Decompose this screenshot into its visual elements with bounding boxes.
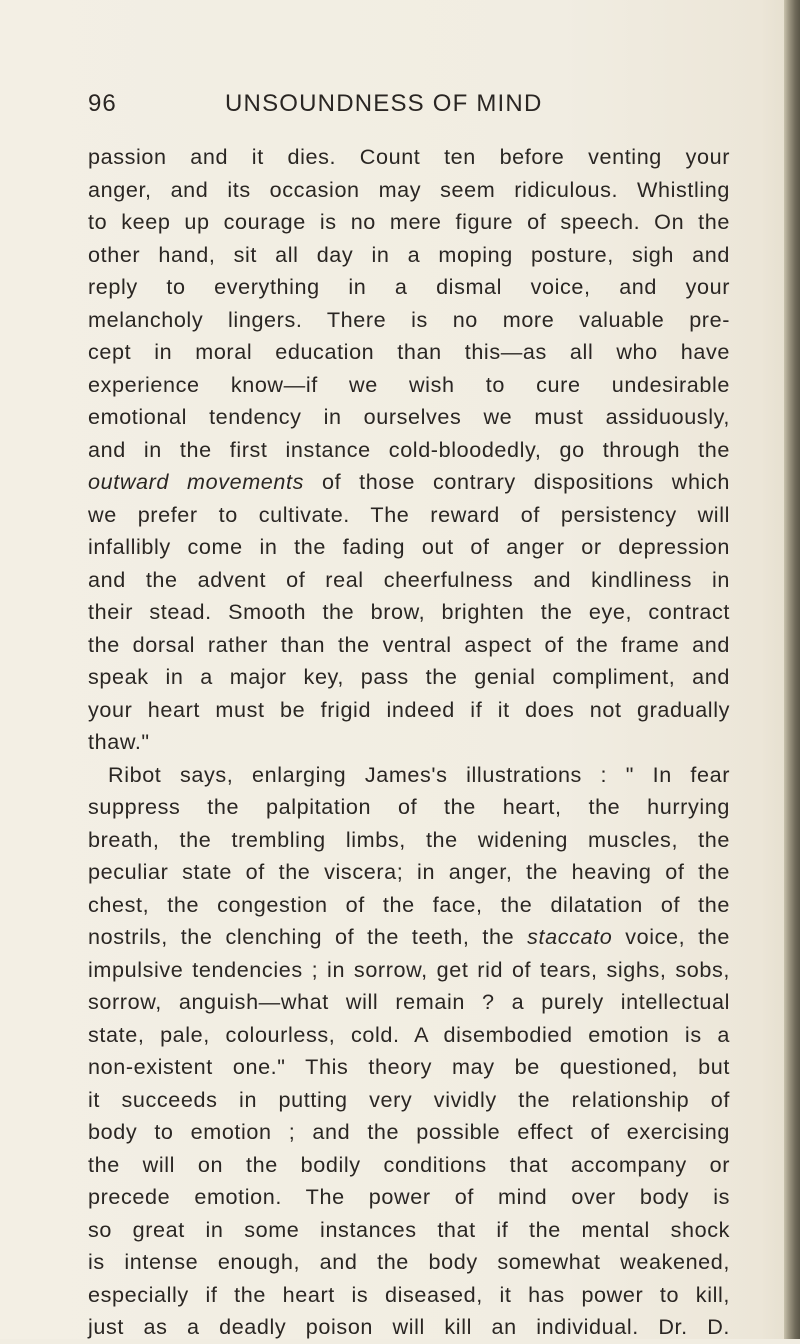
text-line: the dorsal rather than the ventral aspect of the frame and	[88, 631, 730, 657]
text-line: impulsive tendencies ; in sorrow, get rid of tears, sighs, sobs,	[88, 956, 730, 982]
italic-phrase: staccato	[527, 924, 613, 949]
text-line: peculiar state of the viscera; in anger, the heaving of the	[88, 859, 730, 884]
page-number: 96	[88, 90, 117, 117]
text-line: infallibly come in the fading out of anger or depression	[88, 534, 730, 559]
text-line: and the advent of real cheerfulness and kindliness in	[88, 566, 730, 592]
text-line: state, pale, colourless, cold. A disembodied emotion is a	[88, 1021, 730, 1047]
text-line: is intense enough, and the body somewhat weakened,	[88, 1249, 730, 1274]
text-line: thaw."	[88, 729, 150, 754]
text-line: suppress the palpitation of the heart, the hurrying	[88, 794, 730, 819]
text-line: so great in some instances that if the mental shock	[88, 1216, 730, 1242]
text-line: their stead. Smooth the brow, brighten the eye, contract	[88, 599, 730, 624]
italic-phrase: outward movements	[88, 469, 305, 494]
text-fragment: of those contrary dispositions which	[304, 469, 730, 494]
text-line: other hand, sit all day in a moping posture, sigh and	[88, 241, 730, 267]
text-line: your heart must be frigid indeed if it does not gradually	[88, 696, 730, 722]
text-fragment: voice, the	[612, 924, 730, 949]
text-line: especially if the heart is diseased, it has power to kill,	[88, 1281, 730, 1307]
text-line	[88, 921, 730, 954]
text-line: non-existent one." This theory may be questioned, but	[88, 1054, 730, 1079]
text-line: melancholy lingers. There is no more valuable pre-	[88, 306, 730, 332]
text-line: to keep up courage is no mere figure of speech. On the	[88, 209, 730, 234]
text-line: anger, and its occasion may seem ridiculous. Whistling	[88, 176, 730, 202]
text-line: we prefer to cultivate. The reward of persistency will	[88, 501, 730, 527]
text-line: precede emotion. The power of mind over body is	[88, 1184, 730, 1209]
text-line: and in the first instance cold-bloodedly, go through the	[88, 436, 730, 462]
page-header	[88, 90, 728, 120]
page-edge-shadow	[784, 0, 800, 1339]
text-line: chest, the congestion of the face, the dilatation of the	[88, 891, 730, 917]
text-line: reply to everything in a dismal voice, and your	[88, 274, 730, 299]
text-line: the will on the bodily conditions that accompany or	[88, 1151, 730, 1177]
text-line: emotional tendency in ourselves we must assiduously,	[88, 404, 730, 429]
running-title: UNSOUNDNESS OF MIND	[225, 90, 543, 117]
text-line: Ribot says, enlarging James's illustrations : " In fear	[108, 761, 730, 787]
body-text	[88, 141, 730, 1344]
text-line: cept in moral education than this—as all who have	[88, 339, 730, 364]
text-line	[88, 466, 730, 499]
text-line: passion and it dies. Count ten before venting your	[88, 144, 730, 169]
text-line: speak in a major key, pass the genial compliment, and	[88, 664, 730, 689]
text-fragment: nostrils, the clenching of the teeth, the	[88, 924, 528, 949]
text-line: breath, the trembling limbs, the widening muscles, the	[88, 826, 730, 852]
text-line: just as a deadly poison will kill an individual. Dr. D.	[88, 1314, 730, 1339]
text-line: body to emotion ; and the possible effect of exercising	[88, 1119, 730, 1144]
text-line: experience know—if we wish to cure undesirable	[88, 371, 730, 397]
text-line: sorrow, anguish—what will remain ? a purely intellectual	[88, 989, 730, 1014]
text-line: it succeeds in putting very vividly the relationship of	[88, 1086, 730, 1112]
